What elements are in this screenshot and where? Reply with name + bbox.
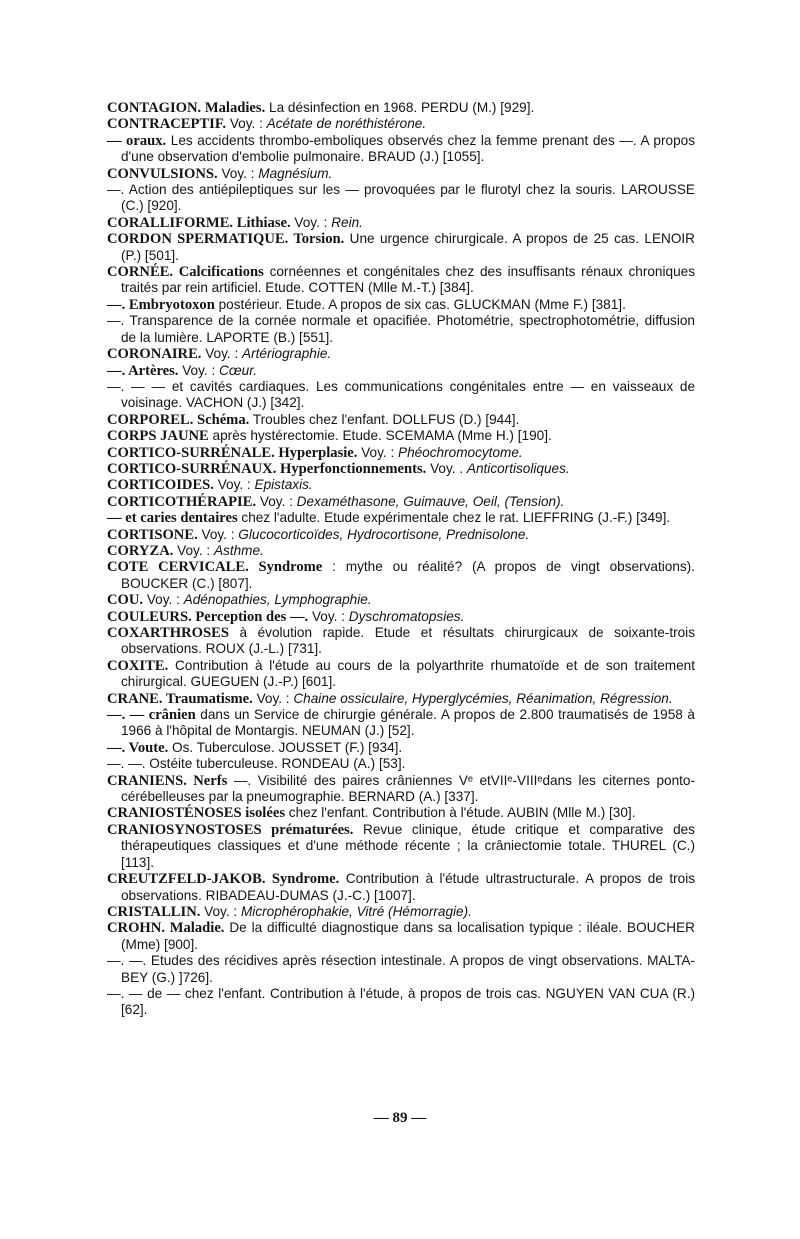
entry-heading: —. Embryotoxon [107, 296, 215, 313]
entry-heading: CONTAGION. Maladies. [107, 100, 266, 116]
entry-crossref: Microphérophakie, Vitré (Hémorragie). [240, 903, 472, 919]
entry-text: Voy. . [426, 460, 467, 476]
index-entry [107, 773, 695, 806]
index-entry [107, 510, 695, 526]
entry-crossref: Magnésium. [258, 165, 333, 181]
entry-text: Voy. : [178, 362, 220, 378]
entry-text: Revue clinique, étude critique et comparative des thérapeutiques classiques et d'une méthode récente ; la crâniectomie totale. THUREL (C.) [113]. [121, 821, 695, 870]
index-entry [107, 313, 695, 346]
entry-heading: —. Artères. [107, 362, 179, 379]
entry-heading: COXITE. [107, 657, 169, 674]
index-entry [107, 986, 695, 1019]
entry-heading: CROHN. Maladie. [107, 920, 225, 937]
index-entry [107, 920, 695, 953]
entry-text: Voy. : [357, 444, 399, 460]
index-entry [107, 494, 695, 510]
index-entry [107, 461, 695, 477]
index-entry [107, 707, 695, 740]
entry-heading: —. Voute. [107, 739, 169, 756]
entry-text: cornéennes et congénitales chez des insuffisants rénaux chroniques traités par rein artificiel. Etude. COTTEN (Mlle M.-T.) [384]. [121, 264, 695, 296]
entry-text: La désinfection en 1968. PERDU (M.) [929]. [265, 100, 535, 115]
entry-text: Voy. : [252, 690, 294, 706]
index-entry [107, 953, 695, 986]
entry-crossref: Asthme. [213, 542, 264, 558]
index-entry [107, 297, 695, 313]
entry-crossref: Epistaxis. [254, 477, 313, 493]
entry-crossref: Glucocorticoïdes, Hydrocortisone, Prednisolone. [238, 526, 530, 542]
entry-heading: CORTICO-SURRÉNAUX. Hyperfonctionnements. [107, 460, 427, 477]
index-entry [107, 756, 695, 772]
entry-text: Contribution à l'étude ultrastructurale. A propos de trois observations. RIBADEAU-DUMAS (J.-C.) [1007]. [121, 871, 696, 903]
entry-heading: CONVULSIONS. [107, 165, 218, 182]
entry-text: Les accidents thrombo-emboliques observés chez la femme prenant des —. A propos d'une observation d'embolie pulmonaire. BRAUD (J.) [1055]. [121, 132, 695, 165]
index-entry [107, 740, 695, 756]
entry-heading: CORTICO-SURRÉNALE. Hyperplasie. [107, 444, 358, 461]
entry-heading: CRANIOSYNOSTOSES prématurées. [107, 821, 354, 838]
entry-text: Une urgence chirurgicale. A propos de 25 cas. LENOIR (P.) [501]. [121, 231, 695, 263]
entry-crossref: Cœur. [219, 362, 258, 378]
entry-heading: —. — crânien [107, 707, 196, 724]
entry-heading: — et caries dentaires [107, 510, 238, 527]
entry-heading: CORTICOTHÉRAPIE. [107, 493, 257, 510]
entry-heading: CRISTALLIN. [107, 903, 201, 920]
entry-text: Voy. : [290, 214, 332, 230]
entry-heading: — oraux. [107, 132, 167, 149]
entry-text: chez l'adulte. Etude expérimentale chez le rat. LIEFFRING (J.-F.) [349]. [237, 510, 671, 526]
entry-crossref: Phéochromocytome. [398, 444, 523, 460]
entry-heading: CORDON SPERMATIQUE. Torsion. [107, 231, 345, 248]
index-entry [107, 215, 695, 231]
entry-crossref: Artériographie. [242, 346, 332, 362]
index-entry [107, 100, 695, 116]
entry-heading: CORTICOIDES. [107, 477, 214, 494]
index-entry [107, 805, 695, 821]
index-entry [107, 559, 695, 592]
entry-heading: CORTISONE. [107, 526, 198, 543]
entry-text: —. Transparence de la cornée normale et opacifiée. Photométrie, spectrophotométrie, diffusion de la lumière. LAPORTE (B.) [551]. [107, 313, 695, 345]
entry-heading: CONTRACEPTIF. [107, 116, 227, 133]
entry-heading: CRANE. Traumatisme. [107, 690, 253, 707]
entry-text: —. —. Ostéite tuberculeuse. RONDEAU (A.) [53]. [107, 756, 406, 772]
entry-text: à évolution rapide. Etude et résultats chirurgicaux de soixante-trois observations. ROUX (J.-L.) [731]. [121, 625, 695, 657]
entry-heading: COULEURS. Perception des —. [107, 608, 309, 625]
index-entry [107, 166, 695, 182]
entry-text: Voy. : [226, 116, 267, 132]
entry-text: —. — de — chez l'enfant. Contribution à l'étude, à propos de trois cas. NGUYEN VAN CUA (R.) [62]. [107, 985, 695, 1018]
index-entry [107, 592, 695, 608]
index-entry [107, 477, 695, 493]
entry-text: Voy. : [200, 903, 241, 919]
index-entry [107, 625, 695, 658]
entry-heading: CREUTZFELD-JAKOB. Syndrome. [107, 871, 340, 888]
index-page [107, 100, 695, 1019]
index-entry [107, 231, 695, 264]
entry-heading: CORONAIRE. [107, 346, 202, 363]
entry-heading: COXARTHROSES [107, 625, 229, 641]
entry-heading: CRANIOSTÉNOSES isolées [107, 805, 285, 822]
entry-text: Voy. : [217, 165, 259, 181]
entry-heading: COTE CERVICALE. Syndrome [107, 559, 323, 576]
entry-crossref: Dexaméthasone, Guimauve, Oeil, (Tension). [296, 493, 565, 509]
entry-crossref: Acétate de noréthistérone. [266, 116, 427, 132]
entry-text: De la difficulté diagnostique dans sa localisation typique : iléale. BOUCHER (Mme) [900]. [121, 920, 695, 952]
index-entry [107, 609, 695, 625]
index-entry [107, 379, 695, 412]
entry-heading: CORPS JAUNE [107, 428, 209, 445]
index-entry [107, 822, 695, 871]
entry-heading: CORYZA. [107, 542, 174, 559]
entry-text: —. —. Etudes des récidives après résection intestinale. A propos de vingt observations. MALTA-BEY (G.) ]726]. [107, 953, 695, 985]
index-entry [107, 133, 695, 166]
index-entry [107, 428, 695, 444]
entry-heading: CORALLIFORME. Lithiase. [107, 214, 291, 231]
entry-text: postérieur. Etude. A propos de six cas. GLUCKMAN (Mme F.) [381]. [214, 296, 626, 312]
entry-text: Voy. : [143, 592, 184, 608]
entry-text: —. Visibilité des paires crâniennes Vᵉ etVIIᵉ-VIIIᵉdans les citernes ponto-cérébelleuses par la pneumographie. BERNARD (A.) [337]. [121, 772, 695, 805]
index-entry [107, 527, 695, 543]
index-entry [107, 691, 695, 707]
entry-text: Voy. : [308, 608, 349, 624]
entry-text: Voy. : [256, 493, 297, 509]
entry-heading: CRANIENS. Nerfs [107, 772, 228, 789]
entry-text: Voy. : [213, 477, 255, 493]
entry-text: : mythe ou réalité? (A propos de vingt observations). BOUCKER (C.) [807]. [121, 559, 695, 591]
entry-text: —. — — et cavités cardiaques. Les communications congénitales entre — en vaisseaux de voisinage. VACHON (J.) [342]. [107, 378, 695, 411]
entry-crossref: Chaine ossiculaire, Hyperglycémies, Réanimation, Régression. [293, 690, 673, 706]
entry-text: dans un Service de chirurgie générale. A propos de 2.800 traumatisés de 1958 à 1966 à l'hôpital de Montargis. NEUMAN (J.) [52]. [121, 707, 695, 739]
page-number: — 89 — [373, 1110, 427, 1126]
index-entry [107, 264, 695, 297]
entry-text: Voy. : [201, 346, 243, 362]
entry-crossref: Anticortisoliques. [466, 460, 570, 476]
index-entry [107, 904, 695, 920]
index-entry [107, 658, 695, 691]
index-entry [107, 543, 695, 559]
entry-heading: COU. [107, 592, 144, 609]
index-entry [107, 445, 695, 461]
entry-heading: CORPOREL. Schéma. [107, 411, 250, 428]
index-entry [107, 182, 695, 215]
entry-heading: CORNÉE. Calcifications [107, 264, 264, 281]
entry-text: Contribution à l'étude au cours de la polyarthrite rhumatoïde et de son traitement chirurgical. GUEGUEN (J.-P.) [601]. [121, 657, 695, 690]
entry-crossref: Rein. [331, 214, 363, 230]
entry-crossref: Dyschromatopsies. [348, 608, 465, 624]
entry-text: Voy. : [197, 526, 239, 542]
entry-text: après hystérectomie. Etude. SCEMAMA (Mme H.) [190]. [208, 428, 552, 444]
entry-text: Os. Tuberculose. JOUSSET (F.) [934]. [168, 739, 403, 755]
index-entry [107, 346, 695, 362]
entry-text: Troubles chez l'enfant. DOLLFUS (D.) [944]. [249, 411, 520, 427]
entry-text: Voy. : [173, 542, 214, 558]
entry-text: chez l'enfant. Contribution à l'étude. AUBIN (Mlle M.) [30]. [285, 805, 636, 821]
index-entry [107, 363, 695, 379]
index-entry [107, 412, 695, 428]
index-entry [107, 116, 695, 132]
index-entry [107, 871, 695, 904]
entry-text: —. Action des antiépileptiques sur les — provoquées par le flurotyl chez la souris. LAROUSSE (C.) [920]. [107, 182, 695, 214]
entry-crossref: Adénopathies, Lymphographie. [183, 592, 372, 608]
